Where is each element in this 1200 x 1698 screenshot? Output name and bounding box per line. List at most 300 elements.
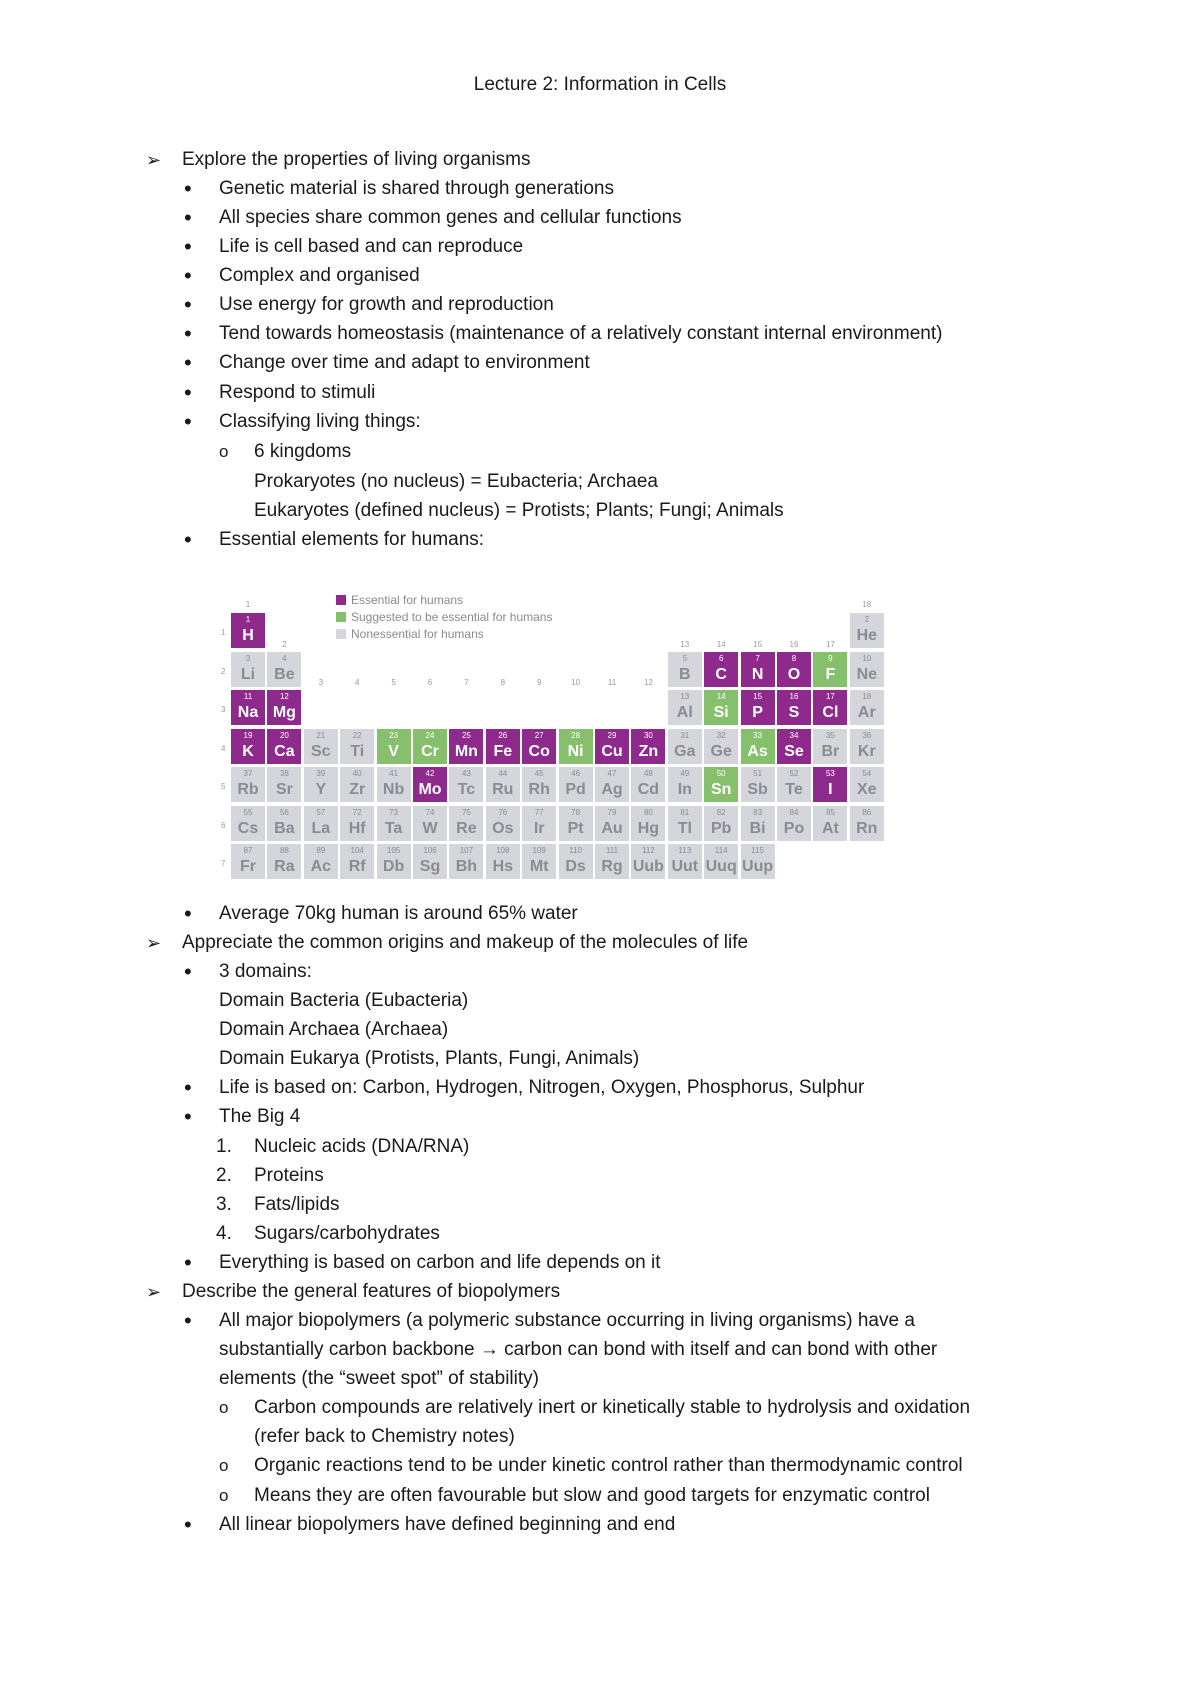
- element-cell-ti: [339, 728, 375, 765]
- sub-bullet-icon: o: [219, 442, 229, 461]
- element-symbol: Cd: [637, 781, 660, 798]
- element-cell-p: [740, 689, 776, 726]
- element-symbol: Mn: [454, 742, 478, 760]
- element-cell-n: [740, 651, 776, 688]
- list-number: 1.: [216, 1136, 232, 1157]
- period-label: 7: [221, 859, 226, 868]
- bullet-icon: •: [184, 350, 192, 375]
- element-cell-as: [740, 728, 776, 765]
- atomic-number: 22: [352, 730, 362, 740]
- atomic-number: 111: [605, 846, 619, 855]
- atomic-number: 34: [789, 730, 799, 740]
- element-symbol: Mo: [418, 781, 442, 798]
- bullet-icon: •: [184, 409, 192, 434]
- atomic-number: 52: [789, 769, 799, 778]
- bullet-icon: •: [184, 234, 192, 259]
- numbered-item: Sugars/carbohydrates: [254, 1223, 440, 1244]
- atomic-number: 87: [243, 846, 253, 855]
- bullet-icon: •: [184, 1308, 192, 1333]
- element-symbol: Tc: [457, 781, 476, 798]
- element-symbol: Mg: [272, 704, 296, 721]
- element-cell-la: [303, 805, 339, 842]
- element-cell-rg: [594, 843, 630, 880]
- atomic-number: 57: [316, 807, 326, 817]
- element-cell-nb: [376, 766, 412, 803]
- element-symbol: Si: [713, 704, 729, 721]
- atomic-number: 5: [682, 653, 688, 663]
- element-cell-y: [303, 766, 339, 803]
- legend-suggested: [336, 610, 552, 624]
- atomic-number: 1: [245, 615, 251, 624]
- element-symbol: Bi: [749, 819, 766, 837]
- legend-essential: [336, 593, 463, 607]
- atomic-number: 48: [643, 769, 653, 778]
- element-cell-hf: [339, 805, 375, 842]
- element-symbol: Li: [240, 665, 256, 683]
- element-symbol: Uup: [742, 858, 774, 875]
- element-cell-te: [776, 766, 812, 803]
- element-cell-os: [485, 805, 521, 842]
- bullet-icon: •: [184, 380, 192, 405]
- element-symbol: Ne: [856, 665, 878, 683]
- atomic-number: 27: [534, 730, 544, 740]
- atomic-number: 2: [864, 615, 870, 624]
- element-cell-i: [812, 766, 848, 803]
- list-item: Complex and organised: [219, 265, 420, 286]
- element-symbol: O: [787, 665, 801, 683]
- atomic-number: 41: [389, 769, 399, 778]
- sub-list-item: Organic reactions tend to be under kinetic control rather than thermodynamic control: [254, 1455, 963, 1476]
- element-symbol: At: [821, 819, 839, 837]
- element-cell-fe: [485, 728, 521, 765]
- atomic-number: 44: [498, 769, 508, 778]
- element-cell-xe: [849, 766, 885, 803]
- period-label: 6: [221, 820, 226, 830]
- element-symbol: Rf: [348, 858, 366, 875]
- element-symbol: Ti: [350, 742, 365, 760]
- group-label: 1: [245, 600, 251, 609]
- atomic-number: 76: [498, 807, 508, 817]
- element-cell-db: [376, 843, 412, 880]
- element-cell-cu: [594, 728, 630, 765]
- atomic-number: 77: [534, 807, 544, 817]
- group-label: 18: [862, 600, 872, 609]
- element-cell-ar: [849, 689, 885, 726]
- element-symbol: In: [677, 781, 692, 798]
- element-cell-ir: [521, 805, 557, 842]
- element-symbol: Cs: [237, 819, 259, 837]
- list-number: 3.: [216, 1194, 232, 1215]
- list-text: Domain Bacteria (Eubacteria): [219, 990, 469, 1011]
- bullet-icon: •: [184, 527, 192, 552]
- atomic-number: 47: [607, 769, 617, 778]
- atomic-number: 89: [316, 846, 326, 855]
- numbered-item: Fats/lipids: [254, 1194, 340, 1215]
- sub-list-text: (refer back to Chemistry notes): [254, 1426, 515, 1447]
- element-symbol: Hs: [492, 858, 514, 875]
- group-label: 5: [391, 678, 396, 687]
- list-item: All linear biopolymers have defined beginning and end: [219, 1514, 676, 1535]
- element-symbol: Ra: [274, 858, 295, 875]
- atomic-number: 75: [461, 807, 471, 817]
- atomic-number: 12: [279, 692, 289, 701]
- atomic-number: 81: [680, 807, 690, 817]
- element-symbol: I: [828, 781, 833, 798]
- atomic-number: 45: [534, 769, 544, 778]
- group-label: 15: [753, 639, 763, 649]
- atomic-number: 84: [789, 807, 799, 817]
- atomic-number: 104: [350, 846, 364, 855]
- element-symbol: Nb: [382, 781, 405, 798]
- atomic-number: 115: [751, 846, 764, 855]
- atomic-number: 107: [459, 846, 474, 855]
- atomic-number: 36: [862, 730, 872, 740]
- list-item: Change over time and adapt to environment: [219, 352, 590, 373]
- element-cell-re: [448, 805, 484, 842]
- element-cell-si: [703, 689, 739, 726]
- element-symbol: Pb: [710, 819, 732, 837]
- element-cell-uub: [630, 843, 666, 880]
- atomic-number: 38: [279, 769, 289, 778]
- element-cell-ge: [703, 728, 739, 765]
- element-cell-at: [812, 805, 848, 842]
- element-symbol: Os: [492, 819, 514, 837]
- atomic-number: 20: [279, 730, 289, 740]
- list-number: 4.: [216, 1223, 232, 1244]
- bullet-icon: •: [184, 176, 192, 201]
- atomic-number: 72: [352, 807, 362, 817]
- bullet-icon: •: [184, 321, 192, 346]
- element-cell-ds: [558, 843, 594, 880]
- element-cell-ba: [266, 805, 302, 842]
- element-symbol: Hg: [637, 819, 660, 837]
- element-symbol: H: [242, 627, 254, 644]
- bullet-icon: •: [184, 1075, 192, 1100]
- element-symbol: Te: [785, 781, 803, 798]
- list-item: Average 70kg human is around 65% water: [219, 903, 578, 924]
- element-symbol: Ge: [710, 742, 732, 760]
- section-heading: Explore the properties of living organisms: [182, 149, 531, 170]
- atomic-number: 14: [716, 692, 726, 701]
- list-item: The Big 4: [219, 1106, 301, 1127]
- element-symbol: Rn: [856, 819, 878, 837]
- atomic-number: 39: [316, 769, 326, 778]
- element-symbol: K: [242, 742, 254, 760]
- element-symbol: He: [856, 627, 878, 644]
- element-symbol: Ga: [674, 742, 696, 760]
- group-label: 3: [318, 678, 324, 687]
- atomic-number: 13: [680, 692, 690, 701]
- element-cell-sb: [740, 766, 776, 803]
- atomic-number: 10: [862, 653, 872, 663]
- group-label: 9: [536, 678, 542, 687]
- atomic-number: 42: [425, 769, 435, 778]
- sub-list-item: Means they are often favourable but slow and good targets for enzymatic control: [254, 1485, 930, 1506]
- element-symbol: Be: [274, 665, 295, 683]
- element-cell-c: [703, 651, 739, 688]
- element-cell-h: [230, 612, 266, 649]
- atomic-number: 79: [607, 807, 617, 817]
- element-symbol: Ar: [857, 704, 876, 721]
- atomic-number: 3: [245, 653, 251, 663]
- atomic-number: 21: [316, 730, 326, 740]
- element-cell-w: [412, 805, 448, 842]
- list-text: substantially carbon backbone → carbon can bond with itself and can bond with other: [219, 1339, 938, 1360]
- element-cell-bi: [740, 805, 776, 842]
- atomic-number: 28: [571, 730, 581, 740]
- atomic-number: 16: [789, 692, 799, 701]
- atomic-number: 73: [389, 807, 399, 817]
- period-label: 2: [221, 666, 226, 676]
- element-symbol: V: [388, 742, 399, 760]
- atomic-number: 37: [243, 769, 253, 778]
- element-symbol: Mt: [529, 858, 549, 875]
- atomic-number: 85: [825, 807, 835, 817]
- list-item: Genetic material is shared through generations: [219, 178, 615, 199]
- group-label: 17: [825, 639, 835, 649]
- element-symbol: Uuq: [705, 858, 737, 875]
- list-item: Tend towards homeostasis (maintenance of a relatively constant internal environment): [219, 323, 943, 344]
- group-label: 11: [607, 678, 617, 687]
- atomic-number: 53: [825, 769, 835, 778]
- atomic-number: 25: [461, 730, 471, 740]
- period-label: 5: [221, 782, 226, 791]
- element-symbol: Fr: [240, 858, 256, 875]
- atomic-number: 8: [791, 653, 797, 663]
- element-cell-co: [521, 728, 557, 765]
- atomic-number: 31: [680, 730, 690, 740]
- legend-label: Suggested to be essential for humans: [351, 610, 553, 624]
- element-cell-al: [667, 689, 703, 726]
- element-cell-sg: [412, 843, 448, 880]
- atomic-number: 106: [423, 846, 437, 855]
- element-cell-li: [230, 651, 266, 688]
- element-cell-f: [812, 651, 848, 688]
- element-symbol: Rb: [237, 781, 259, 798]
- element-cell-ga: [667, 728, 703, 765]
- legend-swatch-suggested: [336, 612, 346, 622]
- element-symbol: Rg: [601, 858, 623, 875]
- atomic-number: 33: [753, 730, 763, 740]
- list-item: All species share common genes and cellular functions: [219, 207, 682, 228]
- atomic-number: 114: [714, 846, 728, 855]
- list-item: Use energy for growth and reproduction: [219, 294, 554, 315]
- sub-bullet-icon: o: [219, 1398, 229, 1417]
- atomic-number: 83: [753, 807, 763, 817]
- atomic-number: 112: [642, 846, 655, 855]
- group-label: 6: [427, 678, 433, 687]
- atomic-number: 19: [243, 730, 253, 740]
- atomic-number: 26: [498, 730, 508, 740]
- atomic-number: 23: [389, 730, 399, 740]
- element-symbol: Sc: [311, 742, 331, 760]
- atomic-number: 11: [243, 692, 253, 701]
- element-symbol: Uut: [671, 858, 699, 875]
- element-cell-br: [812, 728, 848, 765]
- legend-label: Nonessential for humans: [351, 627, 484, 641]
- element-symbol: Sn: [710, 781, 732, 798]
- list-item: Classifying living things:: [219, 411, 421, 432]
- element-symbol: Zr: [349, 781, 366, 798]
- element-cell-tc: [448, 766, 484, 803]
- element-cell-zr: [339, 766, 375, 803]
- group-label: 12: [643, 678, 653, 687]
- element-cell-ac: [303, 843, 339, 880]
- atomic-number: 9: [828, 653, 833, 663]
- element-symbol: Uub: [632, 858, 664, 875]
- element-symbol: Pt: [567, 819, 584, 837]
- element-symbol: B: [679, 665, 691, 683]
- element-symbol: Ru: [492, 781, 514, 798]
- element-cell-ru: [485, 766, 521, 803]
- element-cell-sc: [303, 728, 339, 765]
- element-cell-ra: [266, 843, 302, 880]
- bullet-icon: •: [184, 205, 192, 230]
- element-symbol: Ta: [384, 819, 403, 837]
- numbered-item: Nucleic acids (DNA/RNA): [254, 1136, 470, 1157]
- period-label: 3: [221, 705, 226, 714]
- element-symbol: Cu: [601, 742, 623, 760]
- arrow-bullet-icon: ➢: [146, 933, 162, 953]
- atomic-number: 29: [607, 730, 617, 740]
- atomic-number: 110: [569, 846, 582, 855]
- element-symbol: Y: [315, 781, 327, 798]
- element-symbol: Cr: [421, 742, 439, 760]
- legend-label: Essential for humans: [351, 593, 464, 607]
- list-item: Life is cell based and can reproduce: [219, 236, 524, 257]
- atomic-number: 18: [862, 692, 872, 701]
- element-cell-hs: [485, 843, 521, 880]
- arrow-bullet-icon: ➢: [146, 1282, 162, 1302]
- sub-bullet-icon: o: [219, 1456, 229, 1475]
- element-cell-na: [230, 689, 266, 726]
- element-symbol: C: [715, 665, 727, 683]
- element-cell-pt: [558, 805, 594, 842]
- bullet-icon: •: [184, 901, 192, 926]
- numbered-item: Proteins: [254, 1165, 324, 1186]
- atomic-number: 86: [862, 807, 872, 817]
- element-cell-fr: [230, 843, 266, 880]
- group-label: 7: [464, 678, 469, 687]
- list-text: Domain Archaea (Archaea): [219, 1019, 449, 1040]
- element-cell-ca: [266, 728, 302, 765]
- sub-list-item: Carbon compounds are relatively inert or kinetically stable to hydrolysis and oxidation: [254, 1397, 971, 1418]
- element-cell-mt: [521, 843, 557, 880]
- element-cell-in: [667, 766, 703, 803]
- element-symbol: Xe: [857, 781, 877, 798]
- element-cell-ta: [376, 805, 412, 842]
- element-symbol: Db: [382, 858, 405, 875]
- atomic-number: 108: [496, 846, 510, 855]
- sub-list-text: Eukaryotes (defined nucleus) = Protists; Plants; Fungi; Animals: [254, 500, 784, 521]
- atomic-number: 17: [825, 692, 835, 701]
- element-cell-kr: [849, 728, 885, 765]
- atomic-number: 35: [825, 730, 835, 740]
- element-symbol: S: [788, 704, 800, 721]
- element-symbol: Rh: [528, 781, 550, 798]
- element-cell-mn: [448, 728, 484, 765]
- element-symbol: Ds: [565, 858, 586, 875]
- legend-nonessential: [336, 627, 484, 641]
- list-text: elements (the “sweet spot” of stability): [219, 1368, 539, 1389]
- element-symbol: Fe: [493, 742, 513, 760]
- atomic-number: 113: [678, 846, 692, 855]
- sub-list-item: 6 kingdoms: [254, 441, 352, 462]
- element-cell-sn: [703, 766, 739, 803]
- list-item: Life is based on: Carbon, Hydrogen, Nitrogen, Oxygen, Phosphorus, Sulphur: [219, 1077, 865, 1098]
- atomic-number: 78: [571, 807, 581, 817]
- element-symbol: Cl: [822, 704, 839, 721]
- group-label: 8: [500, 678, 506, 687]
- element-symbol: Re: [456, 819, 477, 837]
- element-cell-cs: [230, 805, 266, 842]
- atomic-number: 54: [862, 769, 872, 778]
- element-cell-se: [776, 728, 812, 765]
- element-symbol: Ir: [533, 819, 545, 837]
- atomic-number: 15: [753, 692, 763, 701]
- list-item: Respond to stimuli: [219, 382, 376, 403]
- atomic-number: 105: [386, 846, 401, 855]
- page-title: Lecture 2: Information in Cells: [473, 74, 727, 95]
- element-cell-ag: [594, 766, 630, 803]
- element-symbol: Sg: [419, 858, 441, 875]
- element-cell-cr: [412, 728, 448, 765]
- element-cell-mo: [412, 766, 448, 803]
- element-cell-rh: [521, 766, 557, 803]
- sub-bullet-icon: o: [219, 1486, 229, 1505]
- legend-swatch-nonessential: [336, 629, 346, 639]
- element-symbol: Pd: [565, 781, 586, 798]
- element-symbol: F: [825, 665, 836, 683]
- element-cell-v: [376, 728, 412, 765]
- element-symbol: As: [747, 742, 768, 760]
- atomic-number: 82: [716, 807, 726, 817]
- element-cell-zn: [630, 728, 666, 765]
- element-cell-pd: [558, 766, 594, 803]
- element-symbol: Hf: [348, 819, 366, 837]
- period-label: 4: [221, 743, 226, 753]
- element-cell-ni: [558, 728, 594, 765]
- atomic-number: 6: [718, 653, 724, 663]
- element-symbol: P: [752, 704, 763, 721]
- element-symbol: Ag: [601, 781, 623, 798]
- element-symbol: Sr: [275, 781, 293, 798]
- element-symbol: Ba: [274, 819, 295, 837]
- atomic-number: 43: [461, 769, 471, 778]
- legend-swatch-essential: [336, 595, 346, 605]
- bullet-icon: •: [184, 1104, 192, 1129]
- element-cell-hg: [630, 805, 666, 842]
- element-symbol: Co: [528, 742, 550, 760]
- list-item: 3 domains:: [219, 961, 312, 982]
- element-cell-uup: [740, 843, 776, 880]
- element-symbol: Sb: [747, 781, 768, 798]
- element-cell-k: [230, 728, 266, 765]
- element-cell-bh: [448, 843, 484, 880]
- section-heading: Describe the general features of biopolymers: [182, 1281, 561, 1302]
- group-label: 2: [282, 639, 287, 649]
- atomic-number: 50: [716, 769, 726, 778]
- atomic-number: 30: [643, 730, 653, 740]
- atomic-number: 55: [243, 807, 253, 817]
- element-cell-uuq: [703, 843, 739, 880]
- atomic-number: 32: [716, 730, 726, 740]
- element-symbol: N: [751, 665, 764, 683]
- atomic-number: 51: [753, 769, 763, 778]
- atomic-number: 74: [425, 807, 435, 817]
- atomic-number: 109: [532, 846, 546, 855]
- element-cell-mg: [266, 689, 302, 726]
